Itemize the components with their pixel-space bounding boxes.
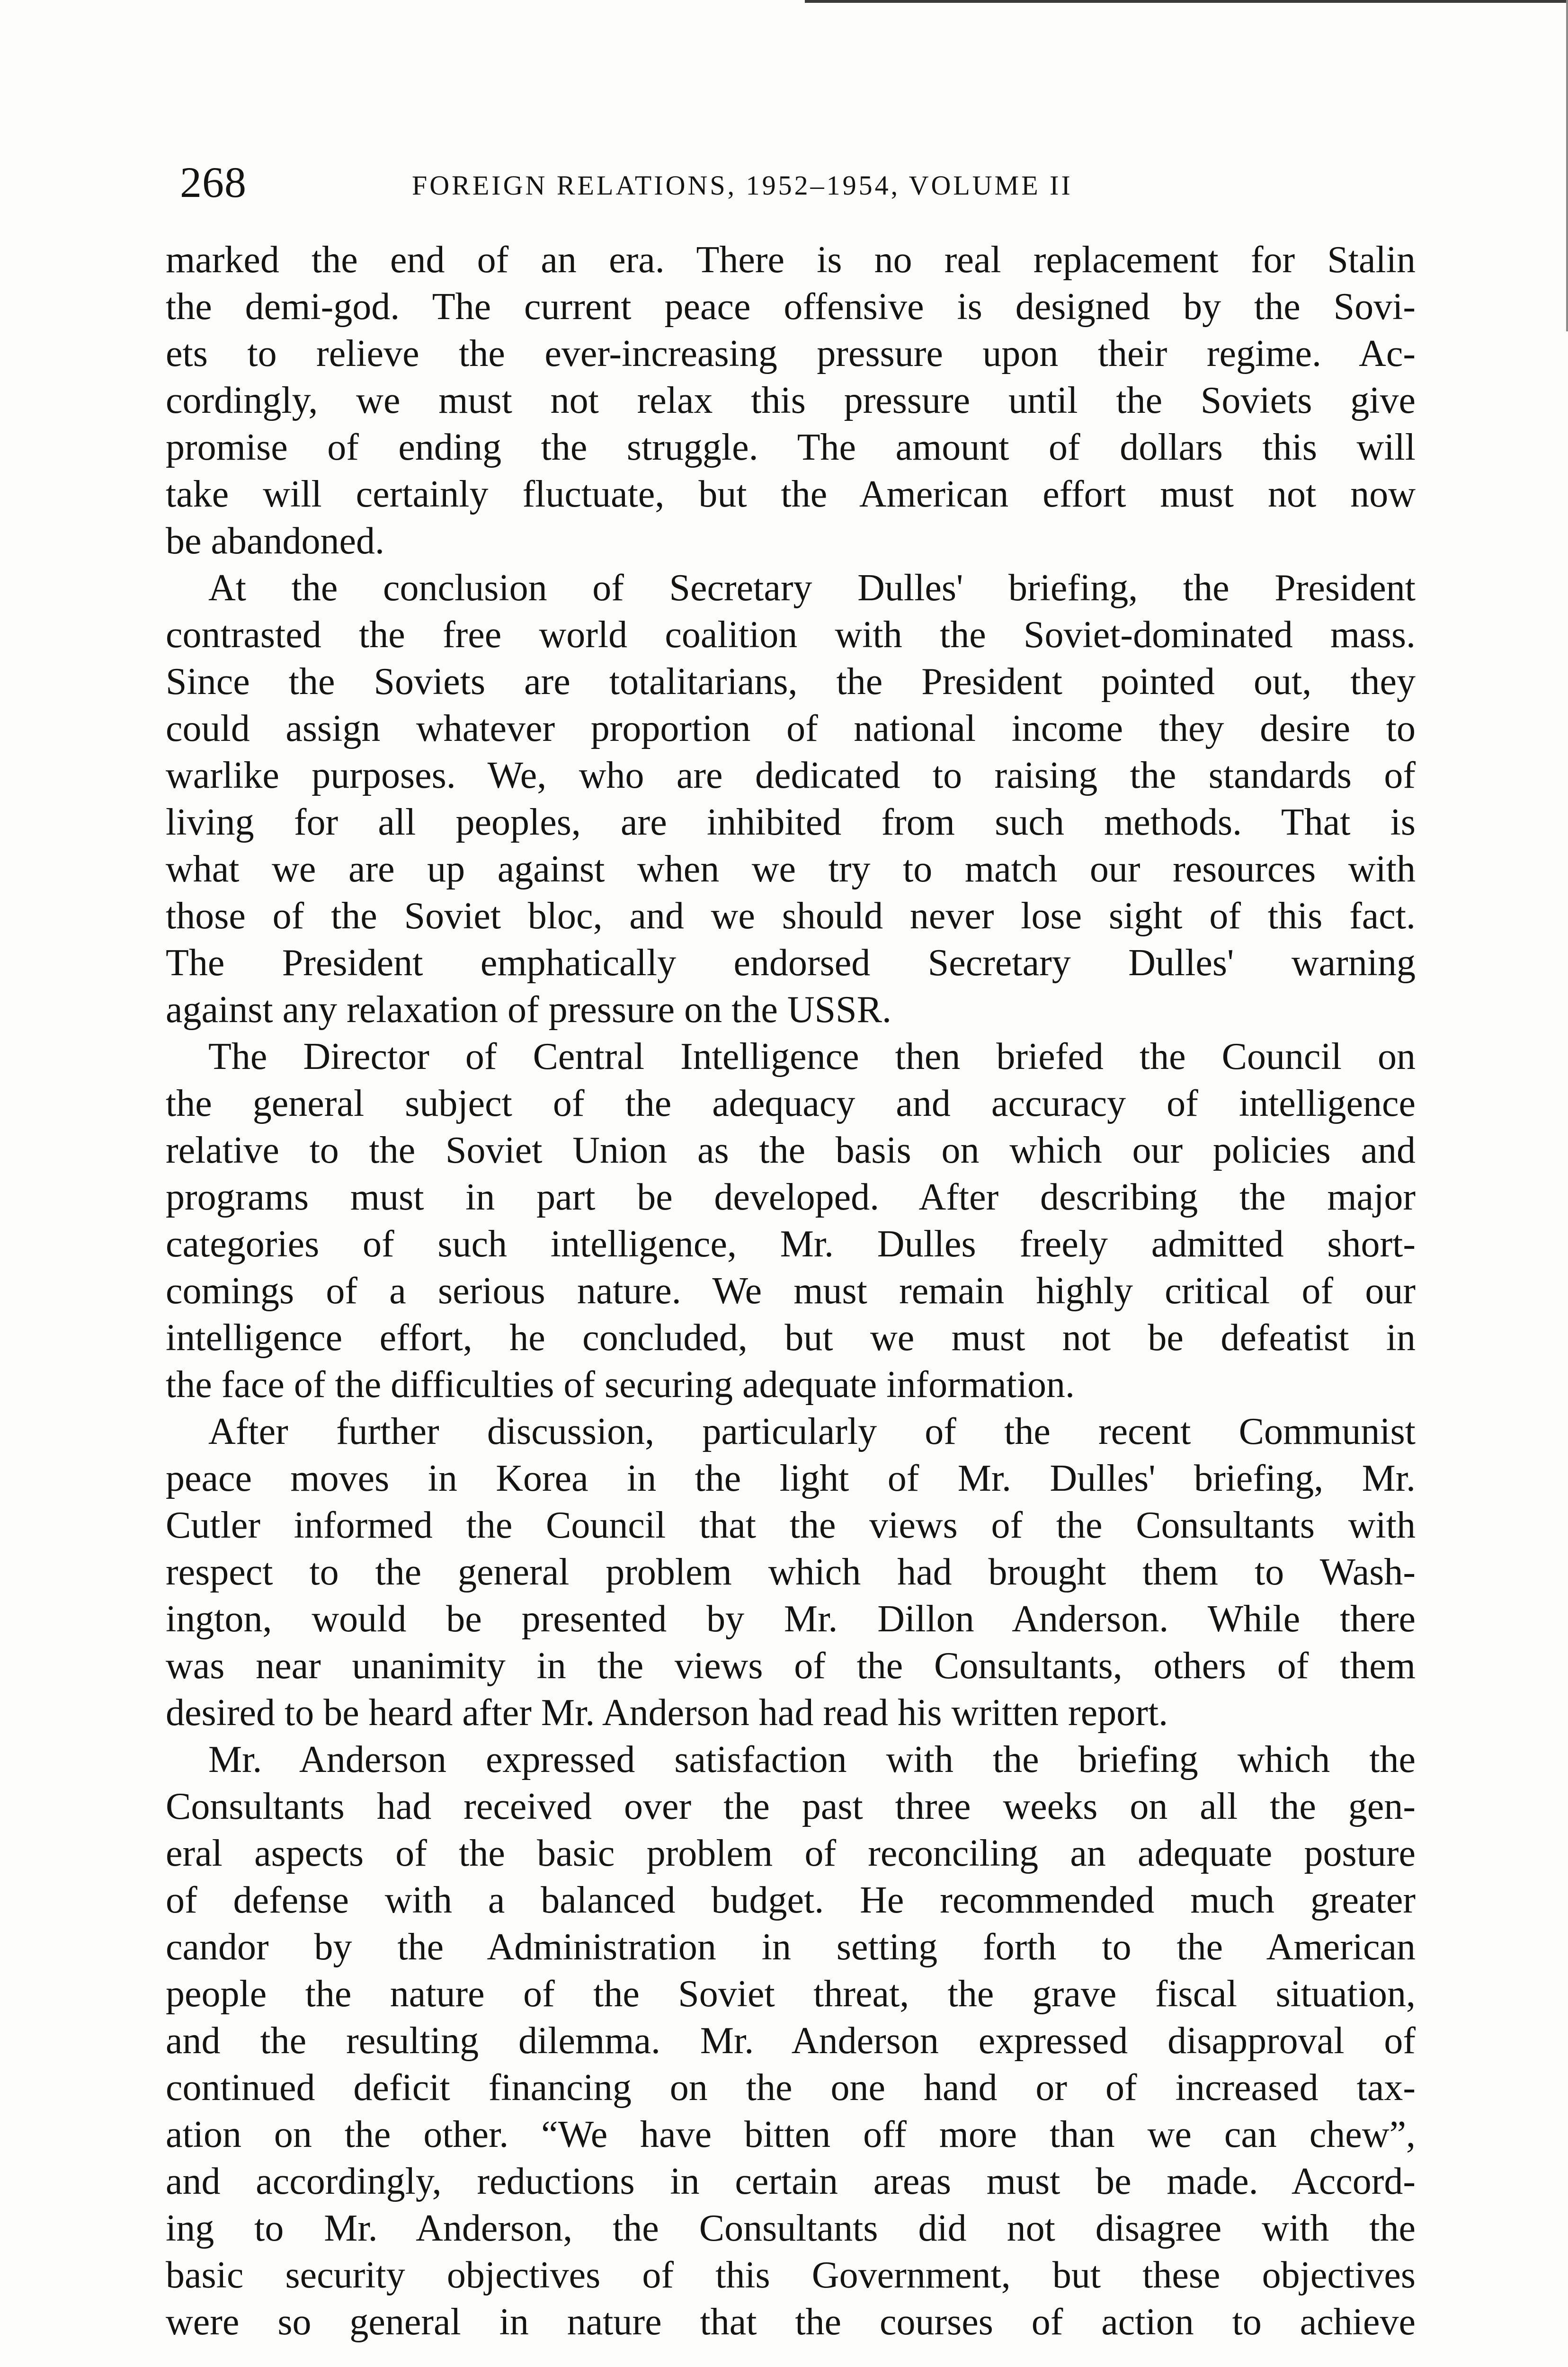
paragraph <box>166 237 1416 565</box>
text-line: and the resulting dilemma. Mr. Anderson expressed disapproval of <box>166 2020 1416 2062</box>
text-line: intelligence effort, he concluded, but we must not be defeatist in <box>166 1317 1416 1359</box>
text-line: continued deficit financing on the one hand or of increased tax- <box>166 2067 1416 2109</box>
paragraph <box>166 1033 1416 1408</box>
text-line: After further discussion, particularly of the recent Communist <box>208 1411 1416 1452</box>
body-text <box>166 237 1416 2367</box>
text-line: eral aspects of the basic problem of reconciling an adequate posture <box>166 1833 1416 1874</box>
text-line: ets to relieve the ever-increasing pressure upon their regime. Ac- <box>166 333 1416 374</box>
text-line: the face of the difficulties of securing adequate information. <box>166 1364 1075 1406</box>
text-line: was near unanimity in the views of the Consultants, others of them <box>166 1645 1416 1687</box>
text-line: relative to the Soviet Union as the basis on which our policies and <box>166 1130 1416 1171</box>
running-title: FOREIGN RELATIONS, 1952–1954, VOLUME II <box>412 170 1073 201</box>
text-line: and accordingly, reductions in certain areas must be made. Accord- <box>166 2161 1416 2202</box>
page-number: 268 <box>180 158 247 206</box>
text-line: At the conclusion of Secretary Dulles' briefing, the President <box>208 567 1416 609</box>
text-line: The Director of Central Intelligence then briefed the Council on <box>208 1036 1416 1077</box>
text-line: Consultants had received over the past three weeks on all the gen- <box>166 1786 1416 1827</box>
text-line: programs must in part be developed. After describing the major <box>166 1176 1416 1218</box>
text-line: desired to be heard after Mr. Anderson had read his written report. <box>166 1692 1168 1734</box>
text-line: peace moves in Korea in the light of Mr. Dulles' briefing, Mr. <box>166 1458 1416 1499</box>
text-line: warlike purposes. We, who are dedicated to raising the standards of <box>166 755 1416 796</box>
text-line: Since the Soviets are totalitarians, the President pointed out, they <box>166 661 1416 703</box>
text-line: Cutler informed the Council that the views of the Consultants with <box>166 1504 1416 1546</box>
text-line: Mr. Anderson expressed satisfaction with the briefing which the <box>208 1739 1416 1780</box>
text-line: respect to the general problem which had brought them to Wash- <box>166 1551 1416 1593</box>
text-line: the demi-god. The current peace offensive is designed by the Sovi- <box>166 286 1416 328</box>
text-line: cordingly, we must not relax this pressure until the Soviets give <box>166 380 1416 421</box>
scan-edge-shadow-right <box>1566 0 1568 331</box>
text-line: ing to Mr. Anderson, the Consultants did not disagree with the <box>166 2207 1416 2249</box>
text-line: contrasted the free world coalition with the Soviet-dominated mass. <box>166 614 1416 656</box>
text-line: against any relaxation of pressure on the USSR. <box>166 989 892 1031</box>
text-line: of defense with a balanced budget. He recommended much greater <box>166 1879 1416 1921</box>
text-line: comings of a serious nature. We must remain highly critical of our <box>166 1270 1416 1312</box>
paragraph <box>166 565 1416 1033</box>
text-line: the general subject of the adequacy and accuracy of intelligence <box>166 1083 1416 1124</box>
text-line: ation on the other. “We have bitten off more than we can chew”, <box>166 2114 1416 2155</box>
paragraph <box>166 1736 1416 2346</box>
text-line: those of the Soviet bloc, and we should never lose sight of this fact. <box>166 895 1416 937</box>
text-line: be abandoned. <box>166 520 385 562</box>
text-line: candor by the Administration in setting forth to the American <box>166 1926 1416 1968</box>
text-line: people the nature of the Soviet threat, the grave fiscal situation, <box>166 1973 1416 2015</box>
text-line: what we are up against when we try to match our resources with <box>166 848 1416 890</box>
page-header <box>180 156 1420 213</box>
scan-edge-shadow <box>805 0 1568 3</box>
paragraph <box>166 1408 1416 1736</box>
text-line: living for all peoples, are inhibited from such methods. That is <box>166 801 1416 843</box>
text-line: marked the end of an era. There is no real replacement for Stalin <box>166 239 1416 281</box>
text-line: promise of ending the struggle. The amount of dollars this will <box>166 427 1416 468</box>
text-line: categories of such intelligence, Mr. Dulles freely admitted short- <box>166 1223 1416 1265</box>
text-line: take will certainly fluctuate, but the American effort must not now <box>166 473 1416 515</box>
text-line: ington, would be presented by Mr. Dillon Anderson. While there <box>166 1598 1416 1640</box>
text-line: could assign whatever proportion of national income they desire to <box>166 708 1416 749</box>
text-line: were so general in nature that the courses of action to achieve <box>166 2301 1416 2343</box>
text-line: The President emphatically endorsed Secretary Dulles' warning <box>166 942 1416 984</box>
text-line: basic security objectives of this Government, but these objectives <box>166 2254 1416 2296</box>
